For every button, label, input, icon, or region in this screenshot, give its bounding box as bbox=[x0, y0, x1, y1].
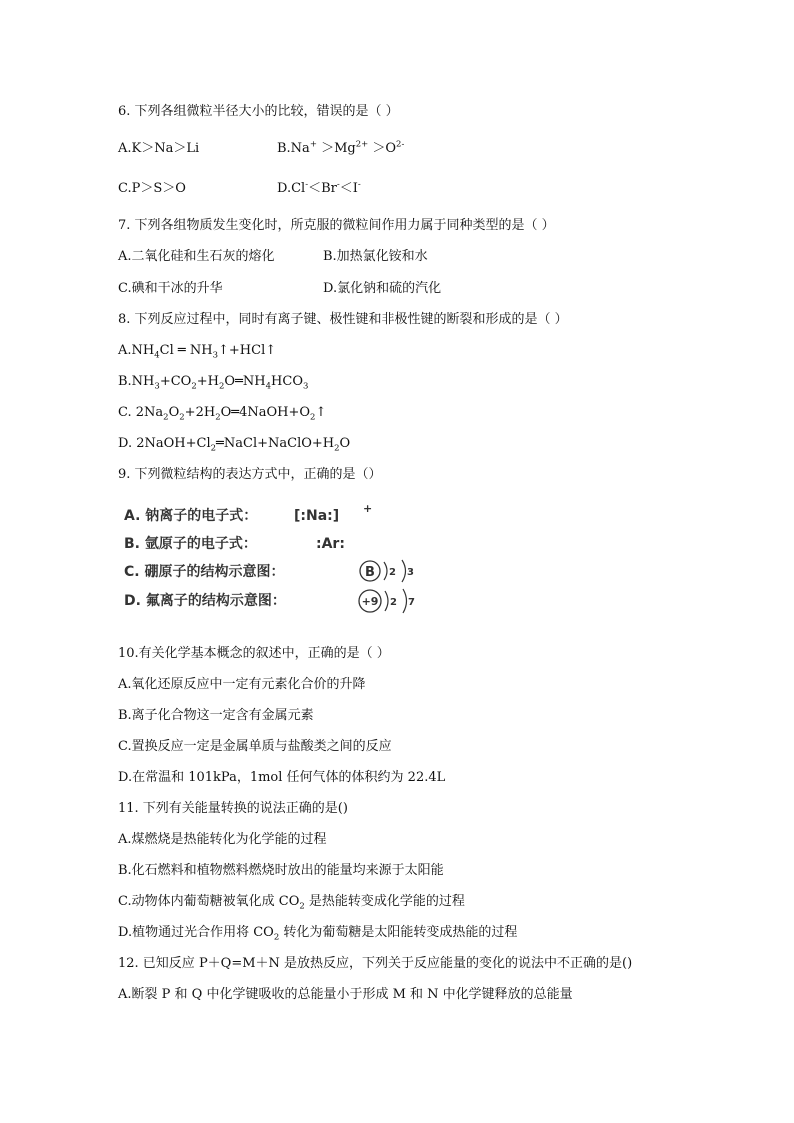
q9-figure-a-formula: [:Na:] bbox=[294, 508, 340, 524]
q9-figure-c-shell-2: 3 bbox=[407, 567, 414, 578]
q9-figure-d-shell-1: 2 bbox=[390, 597, 397, 608]
q7-option-a: A.二氧化硅和生石灰的熔化 bbox=[118, 249, 275, 264]
q9-figure-b-label: B. 氩原子的电子式： bbox=[124, 536, 257, 552]
q8-option-a: $A.NH_4Cl$ ═ $NH_3↑+HCl↑$ bbox=[118, 343, 277, 361]
q7-option-d: D.氯化钠和硫的汽化 bbox=[323, 281, 442, 296]
q10-stem: 10.有关化学基本概念的叙述中，正确的是（ ） bbox=[118, 646, 390, 661]
q9-figure-a-label: A. 钠离子的电子式： bbox=[124, 508, 258, 524]
q12-stem: 12. 已知反应 P＋Q=M＋N 是放热反应，下列关于反应能量的变化的说法中不正确的是() bbox=[118, 956, 633, 971]
q9-figure-d-shell-2: 7 bbox=[408, 597, 415, 608]
q11-option-a: A.煤燃烧是热能转化为化学能的过程 bbox=[118, 832, 327, 847]
q7-option-b: B.加热氯化铵和水 bbox=[323, 249, 428, 264]
q9-figure-d-shell-arc-2 bbox=[403, 589, 407, 613]
q9-stem: 9. 下列微粒结构的表达方式中，正确的是（） bbox=[118, 467, 382, 482]
q9-figure-c-nucleus: B bbox=[365, 565, 375, 580]
q12-option-a: A.断裂 P 和 Q 中化学键吸收的总能量小于形成 M 和 N 中化学键释放的总能量 bbox=[118, 987, 573, 1002]
q6-option-c: C.P＞S＞O bbox=[118, 181, 186, 196]
q6-option-a: A.K＞Na＞Li bbox=[118, 141, 200, 156]
q9-figure-d-label: D. 氟离子的结构示意图： bbox=[124, 593, 286, 609]
q6-option-b: $B.Na^+ >Mg^{2+} >O^{2-}$ bbox=[277, 139, 405, 156]
q11-option-b: B.化石燃料和植物燃料燃烧时放出的能量均来源于太阳能 bbox=[118, 863, 444, 878]
q7-option-c: C.碘和干冰的升华 bbox=[118, 281, 223, 296]
q10-option-a: A.氧化还原反应中一定有元素化合价的升降 bbox=[118, 677, 366, 692]
q10-option-d: D.在常温和 101kPa，1mol 任何气体的体积约为 22.4L bbox=[118, 770, 446, 785]
q9-options-figure bbox=[120, 500, 430, 622]
q9-figure-b-formula: :Ar: bbox=[316, 536, 345, 552]
q11-option-c: C.动物体内葡萄糖被氧化成 $CO_2$ 是热能转变成化学能的过程 bbox=[118, 894, 465, 912]
q10-option-b: B.离子化合物这一定含有金属元素 bbox=[118, 708, 314, 723]
q9-figure-c-shell-arc-2 bbox=[402, 560, 406, 582]
q9-figure-d-shell-arc-1 bbox=[385, 591, 388, 611]
q7-stem: 7. 下列各组物质发生变化时，所克服的微粒间作用力属于同种类型的是（ ） bbox=[118, 218, 555, 233]
q8-option-d: D. $2NaOH+Cl_2═NaCl+NaClO+H_2O$ bbox=[118, 436, 351, 454]
q10-option-c: C.置换反应一定是金属单质与盐酸类之间的反应 bbox=[118, 739, 392, 754]
q8-option-c: C. $2Na_2O_2+2H_2O═4NaOH+O_2↑$ bbox=[118, 405, 327, 423]
q9-figure-c-label: C. 硼原子的结构示意图： bbox=[124, 564, 285, 580]
q11-stem: 11. 下列有关能量转换的说法正确的是() bbox=[118, 801, 348, 816]
q8-option-b: $B.NH_3+CO_2+H_2O═NH_4HCO_3$ bbox=[118, 374, 309, 392]
q8-stem: 8. 下列反应过程中，同时有离子键、极性键和非极性键的断裂和形成的是（ ） bbox=[118, 312, 568, 327]
q9-figure-c-shell-arc-1 bbox=[384, 562, 387, 580]
q6-option-d: D.Cl-＜Br-＜I- bbox=[277, 179, 361, 196]
q9-figure-a-charge: + bbox=[363, 502, 373, 515]
q6-stem: 6. 下列各组微粒半径大小的比较，错误的是（ ） bbox=[118, 104, 399, 119]
q11-option-d: D.植物通过光合作用将 $CO_2$ 转化为葡萄糖是太阳能转变成热能的过程 bbox=[118, 925, 518, 943]
q9-figure-d-nucleus: +9 bbox=[361, 595, 379, 608]
q9-figure-c-shell-1: 2 bbox=[389, 567, 396, 578]
